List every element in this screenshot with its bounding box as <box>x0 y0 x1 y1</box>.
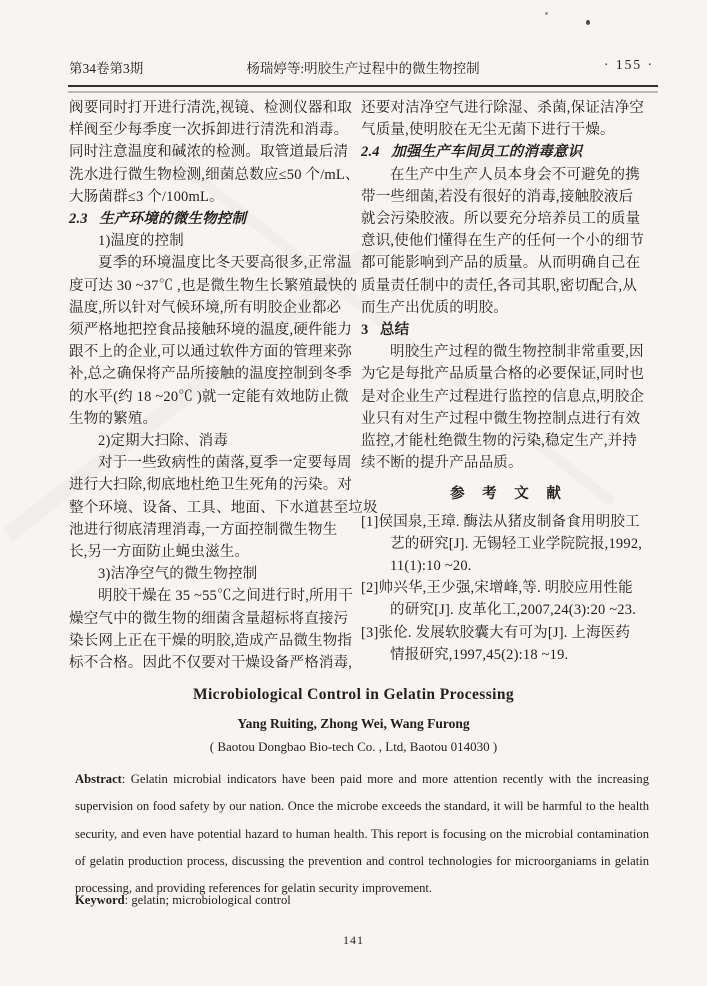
text-line: 染长网上正在干燥的明胶,造成产品微生物指 <box>69 632 353 649</box>
text-line: 带一些细菌,若没有很好的消毒,接触胶液后 <box>361 188 634 205</box>
text-line: 明胶生产过程的微生物控制非常重要,因 <box>390 344 644 361</box>
text-line: 2.4 加强生产车间员工的消毒意识 <box>361 144 583 161</box>
page-header <box>69 57 657 79</box>
text-line: 2)定期大扫除、消毒 <box>98 433 229 450</box>
text-line: [2]帅兴华,王少强,宋增峰,等. 明胶应用性能 <box>361 580 633 597</box>
english-title: Microbiological Control in Gelatin Processing <box>192 686 515 703</box>
text-line: [3]张伦. 发展软胶囊大有可为[J]. 上海医药 <box>361 624 631 641</box>
text-line: 监控,才能杜绝微生物的污染,稳定生产,并持 <box>361 433 638 450</box>
text-line: 生物的繁殖。 <box>69 410 158 427</box>
text-line: 样阀至少每季度一次拆卸进行清洗和消毒。 <box>69 122 349 139</box>
english-authors: Yang Ruiting, Zhong Wei, Wang Furong <box>237 716 470 731</box>
text-line: 气质量,使明胶在无尘无菌下进行干燥。 <box>361 122 615 139</box>
text-line: 2.3 生产环境的微生物控制 <box>69 211 247 228</box>
left-column <box>69 97 378 674</box>
header-rule-thick <box>68 85 658 87</box>
text-line: 情报研究,1997,45(2):18 ~19. <box>390 646 569 663</box>
keyword-text: : gelatin; microbiological control <box>124 893 291 907</box>
text-line: 的研究[J]. 皮革化工,2007,24(3):20 ~23. <box>390 602 637 619</box>
text-line: 长,另一方面防止蝇虫滋生。 <box>69 544 250 561</box>
text-line: 参 考 文 献 <box>450 486 568 503</box>
header-page-number: · 155 · <box>604 57 654 72</box>
text-line: 都可能影响到产品的质量。从而明确自己在 <box>361 255 641 272</box>
text-line: 对于一些致病性的菌落,夏季一定要每周 <box>98 455 352 472</box>
text-line: 须严格地把控食品接触环境的温度,硬件能力 <box>69 322 353 339</box>
text-line: 在生产中生产人员本身会不可避免的携 <box>390 166 640 183</box>
scan-artifact <box>545 12 548 15</box>
text-line: 3)洁净空气的微生物控制 <box>98 566 258 583</box>
text-line: 温度,所以针对气候环境,所有明胶企业都必 <box>69 299 342 316</box>
text-line: 大肠菌群≤3 个/100mL。 <box>69 188 224 205</box>
text-line: 整个环境、设备、工具、地面、下水道甚至垃圾 <box>69 499 378 516</box>
text-line: 而生产出优质的明胶。 <box>361 299 508 316</box>
journal-issue: 第34卷第3期 <box>69 61 144 76</box>
text-line: 度可达 30 ~37℃ ,也是微生物生长繁殖最快的 <box>69 277 358 294</box>
text-line: 是对企业生产过程进行监控的信息点,明胶企 <box>361 388 645 405</box>
text-line: 跟不上的企业,可以通过软件方面的管理来弥 <box>69 344 353 361</box>
running-title: 杨瑞婷等:明胶生产过程中的微生物控制 <box>246 61 480 76</box>
text-line: 艺的研究[J]. 无锡轻工业学院院报,1992, <box>390 535 643 552</box>
page-folio: 141 <box>343 933 364 947</box>
abstract-label: Abstract <box>75 772 122 786</box>
text-line: 的水平(约 18 ~20℃ )就一定能有效地防止微 <box>69 388 349 405</box>
text-line: 为它是每批产品质量合格的必要保证,同时也 <box>361 366 645 383</box>
text-line: 业只有对生产过程中微生物控制点进行有效 <box>361 410 641 427</box>
text-line: 进行大扫除,彻底地杜绝卫生死角的污染。对 <box>69 477 353 494</box>
text-line: 同时注意温度和碱浓的检测。取管道最后清 <box>69 144 349 161</box>
text-line: 洗水进行微生物检测,细菌总数应≤50 个/mL、 <box>69 166 360 183</box>
text-line: 补,总之确保将产品所接触的温度控制到冬季 <box>69 366 353 383</box>
text-line: 池进行彻底清理消毒,一方面控制微生物生 <box>69 521 338 538</box>
keyword-line <box>75 893 649 908</box>
abstract-text: : Gelatin microbial indicators have been paid more and more attention recently with the increasing supervision on food safety by our nation. Once the microbe exceeds the standard, it will be harmful to the health security, and even have potential hazard to human health. This report is focusing on the microbial contamination of gelatin production process, discussing the prevention and control technologies for microorganiams in gelatin processing, and providing references for gelatin security improvement. <box>75 772 649 896</box>
english-affiliation: ( Baotou Dongbao Bio-tech Co. , Ltd, Baotou 014030 ) <box>209 739 498 754</box>
text-line: 续不断的提升产品品质。 <box>361 455 523 472</box>
text-line: 3 总结 <box>361 322 410 339</box>
text-line: 1)温度的控制 <box>98 233 184 250</box>
scan-artifact <box>586 20 590 25</box>
keyword-label: Keyword <box>75 893 125 907</box>
text-line: 标不合格。因此不仅要对干燥设备严格消毒, <box>69 655 353 672</box>
text-line: 阀要同时打开进行清洗,视镜、检测仪器和取 <box>69 100 353 116</box>
text-line: 质量责任制中的责任,各司其职,密切配合,从 <box>361 277 638 294</box>
text-line: [1]侯国泉,王璋. 酶法从猪皮制备食用明胶工 <box>361 513 640 530</box>
text-line: 意识,使他们懂得在生产的任何一个小的细节 <box>361 233 645 250</box>
text-line: 明胶干燥在 35 ~55℃之间进行时,所用干 <box>98 588 354 605</box>
text-line: 燥空气中的微生物的细菌含量超标将直接污 <box>69 610 349 627</box>
text-line: 就会污染胶液。所以要充分培养员工的质量 <box>361 211 641 228</box>
header-rule-thin <box>68 91 658 93</box>
text-line: 还要对洁净空气进行除湿、杀菌,保证洁净空 <box>361 100 645 116</box>
right-column <box>361 97 657 666</box>
abstract-paragraph <box>75 766 649 902</box>
text-line: 夏季的环境温度比冬天要高很多,正常温 <box>98 255 352 272</box>
text-line: 11(1):10 ~20. <box>390 558 472 575</box>
